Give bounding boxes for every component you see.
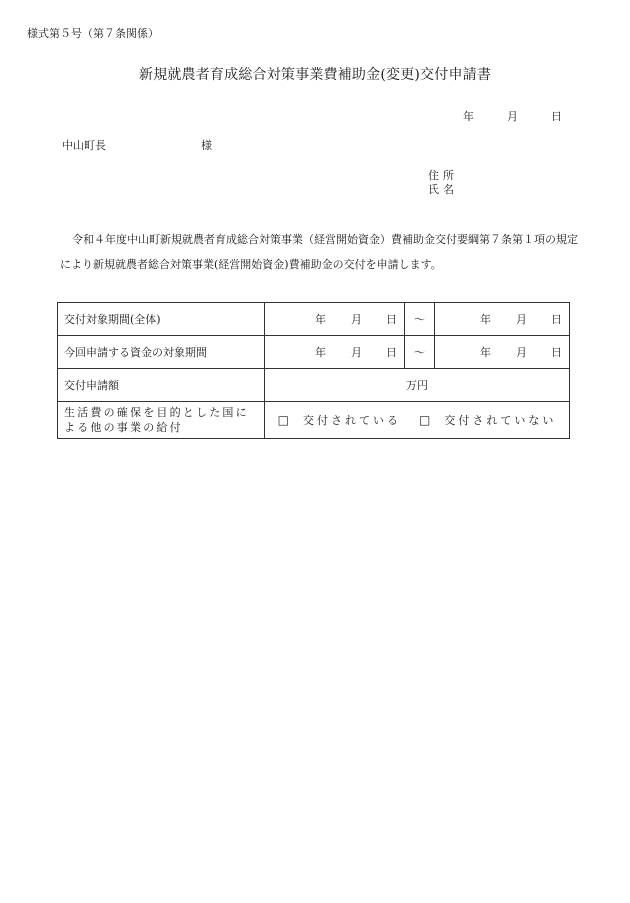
table-row [58,303,570,336]
period-current-end-date[interactable] [435,336,570,369]
period-current-start-date[interactable] [265,336,405,369]
option-received-label: 交付されている [303,414,401,427]
other-benefit-label-line-1: 生活費の確保を目的とした国に [64,406,249,419]
checkbox-received[interactable]: □ [277,413,289,427]
body-text-line-2: により新規就農者総合対策事業(経営開始資金)費補助金の交付を申請します。 [60,258,442,271]
amount-unit: 万円 [406,379,428,392]
date-month-label: 月 [507,110,518,123]
application-table [57,302,570,439]
table-row [58,336,570,369]
start-day-label: 日 [386,313,397,326]
option-not-received-label: 交付されていない [444,414,557,427]
period-total-start-date[interactable] [265,303,405,336]
end-day-label: 日 [551,346,562,359]
checkbox-not-received[interactable]: □ [419,413,431,427]
other-benefit-label-line-2: よる他の事業の給付 [64,421,183,434]
start-day-label: 日 [386,346,397,359]
end-year-label: 年 [480,313,491,326]
period-total-end-date[interactable] [435,303,570,336]
document-title: 新規就農者育成総合対策事業費補助金(変更)交付申請書 [138,67,492,83]
date-day-label: 日 [551,110,562,123]
other-benefit-label [58,402,265,439]
addressee-honorific: 様 [201,139,212,152]
end-month-label: 月 [516,313,527,326]
table-row [58,369,570,402]
body-text-line-1: 令和４年度中山町新規就農者育成総合対策事業（経営開始資金）費補助金交付要綱第７条第１項の規定 [72,233,578,246]
start-month-label: 月 [351,346,362,359]
date-year-label: 年 [463,110,474,123]
end-year-label: 年 [480,346,491,359]
addressee-name: 中山町長 [62,139,106,152]
start-month-label: 月 [351,313,362,326]
table-row [58,402,570,439]
end-day-label: 日 [551,313,562,326]
period-total-label: 交付対象期間(全体) [58,303,265,336]
amount-label: 交付申請額 [58,369,265,402]
amount-field[interactable] [265,369,570,402]
start-year-label: 年 [315,346,326,359]
application-date [463,108,562,124]
period-separator: ～ [405,303,435,336]
other-benefit-options [265,402,570,439]
applicant-name-label: 氏名 [428,183,458,196]
end-month-label: 月 [516,346,527,359]
period-current-label: 今回申請する資金の対象期間 [58,336,265,369]
period-separator: ～ [405,336,435,369]
start-year-label: 年 [315,313,326,326]
applicant-address-label: 住所 [428,169,458,182]
form-number: 様式第５号（第７条関係） [27,27,159,40]
